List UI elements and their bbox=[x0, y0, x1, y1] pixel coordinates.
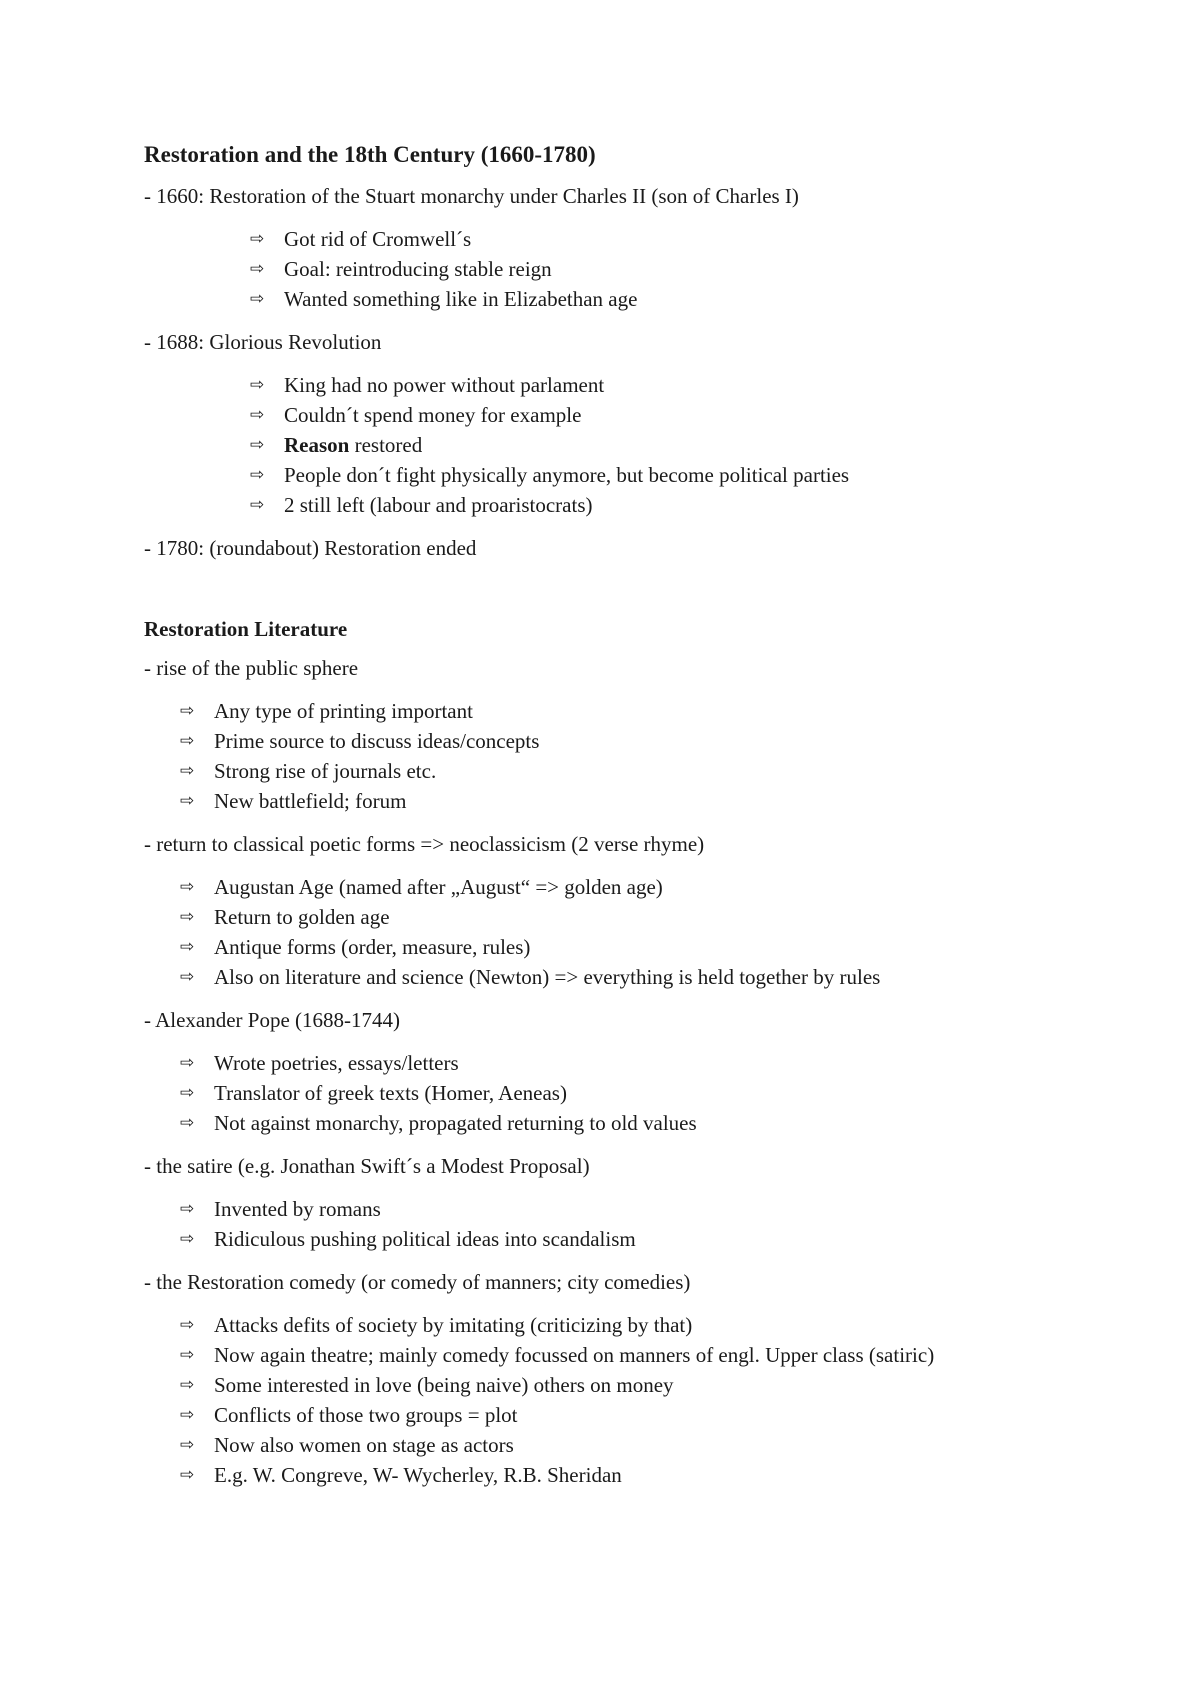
arrow-icon: ⇨ bbox=[180, 1435, 195, 1455]
topic-public-sphere: - rise of the public sphere bbox=[144, 656, 359, 680]
arrow-icon: ⇨ bbox=[250, 375, 265, 395]
arrow-icon: ⇨ bbox=[180, 731, 195, 751]
arrow-icon: ⇨ bbox=[250, 405, 265, 425]
list-item: ⇨ Augustan Age (named after „August“ => golden age) bbox=[180, 872, 1104, 902]
arrow-icon: ⇨ bbox=[180, 907, 195, 927]
list-item: ⇨ Also on literature and science (Newton) => everything is held together by rules bbox=[180, 962, 1104, 992]
list-item: ⇨ Goal: reintroducing stable reign bbox=[250, 254, 1104, 284]
bullet-list-1688 bbox=[144, 370, 1104, 520]
list-item: ⇨ Translator of greek texts (Homer, Aeneas) bbox=[180, 1078, 1104, 1108]
arrow-icon: ⇨ bbox=[250, 435, 265, 455]
list-item: ⇨ Any type of printing important bbox=[180, 696, 1104, 726]
arrow-icon: ⇨ bbox=[180, 1465, 195, 1485]
topic-restoration-comedy: - the Restoration comedy (or comedy of manners; city comedies) bbox=[144, 1270, 691, 1294]
list-item: ⇨ Conflicts of those two groups = plot bbox=[180, 1400, 1104, 1430]
list-item: ⇨ Wrote poetries, essays/letters bbox=[180, 1048, 1104, 1078]
arrow-icon: ⇨ bbox=[180, 937, 195, 957]
arrow-icon: ⇨ bbox=[250, 229, 265, 249]
arrow-icon: ⇨ bbox=[180, 1229, 195, 1249]
list-item: ⇨ Strong rise of journals etc. bbox=[180, 756, 1104, 786]
arrow-icon: ⇨ bbox=[180, 701, 195, 721]
arrow-icon: ⇨ bbox=[180, 967, 195, 987]
list-item: ⇨ E.g. W. Congreve, W- Wycherley, R.B. Sheridan bbox=[180, 1460, 1104, 1490]
arrow-icon: ⇨ bbox=[180, 1083, 195, 1103]
section-title-restoration: Restoration and the 18th Century (1660-1780) bbox=[144, 142, 596, 167]
section-title-literature: Restoration Literature bbox=[144, 617, 348, 641]
list-item: ⇨ Not against monarchy, propagated returning to old values bbox=[180, 1108, 1104, 1138]
list-item: ⇨ 2 still left (labour and proaristocrats) bbox=[250, 490, 1104, 520]
arrow-icon: ⇨ bbox=[180, 791, 195, 811]
bold-term-reason: Reason bbox=[284, 433, 350, 457]
list-item: ⇨ Wanted something like in Elizabethan age bbox=[250, 284, 1104, 314]
arrow-icon: ⇨ bbox=[180, 1375, 195, 1395]
arrow-icon: ⇨ bbox=[180, 1113, 195, 1133]
arrow-icon: ⇨ bbox=[180, 1405, 195, 1425]
timeline-1688: - 1688: Glorious Revolution bbox=[144, 330, 382, 354]
bullet-list-pope bbox=[144, 1048, 1104, 1138]
list-item: ⇨ Some interested in love (being naive) others on money bbox=[180, 1370, 1104, 1400]
bullet-list-comedy bbox=[144, 1310, 1104, 1490]
list-item: ⇨ New battlefield; forum bbox=[180, 786, 1104, 816]
timeline-1660: - 1660: Restoration of the Stuart monarchy under Charles II (son of Charles I) bbox=[144, 184, 799, 208]
list-item: ⇨ Invented by romans bbox=[180, 1194, 1104, 1224]
list-item: ⇨ Attacks defits of society by imitating (criticizing by that) bbox=[180, 1310, 1104, 1340]
list-item: ⇨ Couldn´t spend money for example bbox=[250, 400, 1104, 430]
topic-alexander-pope: - Alexander Pope (1688-1744) bbox=[144, 1008, 401, 1032]
list-item: ⇨ Now again theatre; mainly comedy focussed on manners of engl. Upper class (satiric) bbox=[180, 1340, 1104, 1370]
topic-neoclassicism: - return to classical poetic forms => neoclassicism (2 verse rhyme) bbox=[144, 832, 705, 856]
arrow-icon: ⇨ bbox=[250, 465, 265, 485]
arrow-icon: ⇨ bbox=[250, 259, 265, 279]
timeline-1780: - 1780: (roundabout) Restoration ended bbox=[144, 536, 477, 560]
bullet-list-satire bbox=[144, 1194, 1104, 1254]
list-item: ⇨ Antique forms (order, measure, rules) bbox=[180, 932, 1104, 962]
list-item: ⇨ Reason restored bbox=[250, 430, 1104, 460]
list-item: ⇨ Prime source to discuss ideas/concepts bbox=[180, 726, 1104, 756]
bullet-list-1660 bbox=[144, 224, 1104, 314]
arrow-icon: ⇨ bbox=[180, 1345, 195, 1365]
list-item: ⇨ King had no power without parlament bbox=[250, 370, 1104, 400]
list-item: ⇨ Ridiculous pushing political ideas into scandalism bbox=[180, 1224, 1104, 1254]
list-item: ⇨ Return to golden age bbox=[180, 902, 1104, 932]
arrow-icon: ⇨ bbox=[250, 495, 265, 515]
arrow-icon: ⇨ bbox=[250, 289, 265, 309]
arrow-icon: ⇨ bbox=[180, 1199, 195, 1219]
list-item: ⇨ Now also women on stage as actors bbox=[180, 1430, 1104, 1460]
list-item: ⇨ People don´t fight physically anymore, but become political parties bbox=[250, 460, 1104, 490]
arrow-icon: ⇨ bbox=[180, 761, 195, 781]
list-item: ⇨ Got rid of Cromwell´s bbox=[250, 224, 1104, 254]
bullet-list-neoclassicism bbox=[144, 872, 1104, 992]
bullet-list-public-sphere bbox=[144, 696, 1104, 816]
arrow-icon: ⇨ bbox=[180, 877, 195, 897]
topic-satire: - the satire (e.g. Jonathan Swift´s a Modest Proposal) bbox=[144, 1154, 590, 1178]
arrow-icon: ⇨ bbox=[180, 1053, 195, 1073]
document-page bbox=[144, 140, 1104, 1490]
arrow-icon: ⇨ bbox=[180, 1315, 195, 1335]
